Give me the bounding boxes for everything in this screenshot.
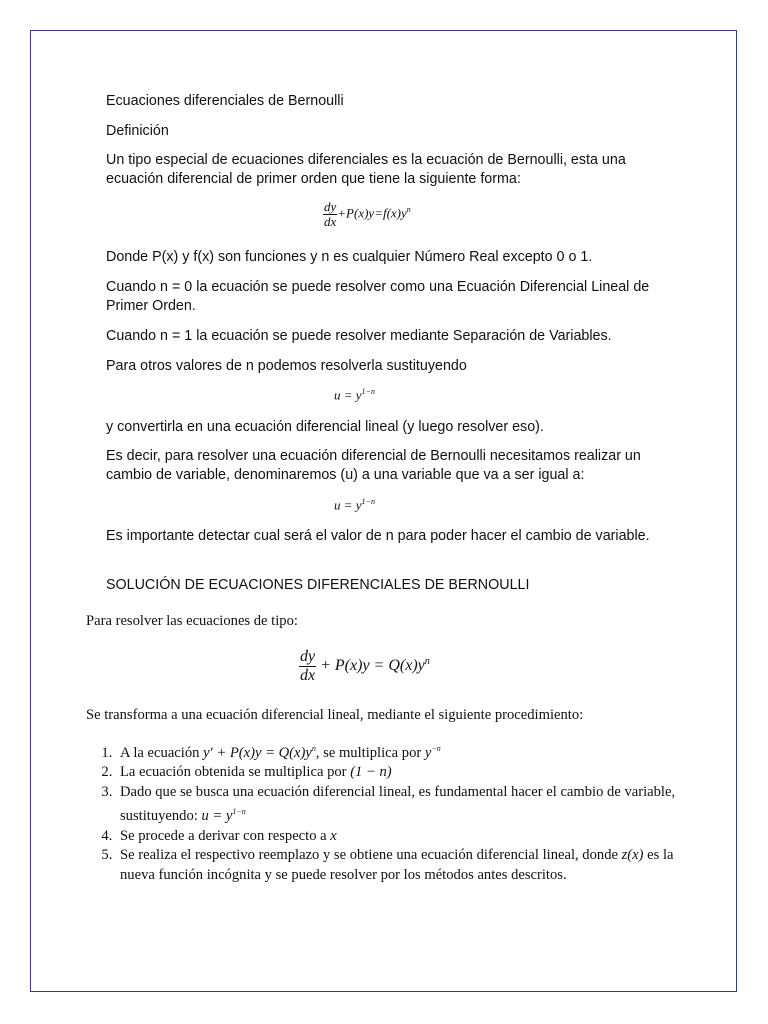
eq2-numerator: dy [300,648,316,665]
step-item: 5. Se realiza el respectivo reemplazo y se obtiene una ecuación diferencial lineal, donde z(x) es la nueva función incógnita y se puede resolver por los métodos antes descritos. [116,846,706,885]
case-n0-paragraph: Cuando n = 0 la ecuación se puede resolver como una Ecuación Diferencial Lineal de Primer Orden. [106,279,650,314]
convertir-paragraph: y convertirla en una ecuación diferencial lineal (y luego resolver eso). [106,419,544,435]
definition-heading: Definición [106,123,169,139]
se-transforma-text: Se transforma a una ecuación diferencial lineal, mediante el siguiente procedimiento: [86,707,584,723]
importante-paragraph: Es importante detectar cual será el valor de n para poder hacer el cambio de variable. [106,528,650,544]
step-item: 2. La ecuación obtenida se multiplica por (1 − n) [116,763,706,783]
step-item: 4. Se procede a derivar con respecto a x [116,827,706,847]
otros-valores-paragraph: Para otros valores de n podemos resolverla sustituyendo [106,358,467,374]
para-resolver-text: Para resolver las ecuaciones de tipo: [86,613,298,629]
case-n1-paragraph: Cuando n = 1 la ecuación se puede resolver mediante Separación de Variables. [106,328,612,344]
eq1-numerator: dy [324,199,337,214]
eq2-rest: + P(x)y = Q(x)y [320,657,425,675]
donde-paragraph: Donde P(x) y f(x) son funciones y n es cualquier Número Real excepto 0 o 1. [106,249,593,265]
step-item: 3. Dado que se busca una ecuación diferencial lineal, es fundamental hacer el cambio de variable, sustituyendo: $u = y^{1-n}$ [116,783,706,827]
eq1-exponent: n [406,205,411,215]
eq1-denominator: dx [324,214,337,229]
sub1-exponent: 1−n [361,387,375,396]
bernoulli-equation [323,200,411,229]
substitution-equation-1 [334,387,375,403]
sub2-exponent: 1−n [361,497,375,506]
eq1-rest: +P(x)y=f(x)y [337,205,407,221]
sub2-lhs: u = y [334,497,362,513]
document-page [30,30,737,992]
step-item: 1. A la ecuación $y' + P(x)y = Q(x)y^n$, se multiplica por $y^{-n}$ [116,739,706,763]
es-decir-paragraph: Es decir, para resolver una ecuación diferencial de Bernoulli necesitamos realizar un cambio de variable, denominaremos (u) a una variable que va a ser igual a: [106,448,641,483]
doc-title: Ecuaciones diferenciales de Bernoulli [106,93,344,109]
procedure-steps [86,739,706,885]
solucion-heading: SOLUCIÓN DE ECUACIONES DIFERENCIALES DE BERNOULLI [106,577,530,593]
eq2-denominator: dx [300,667,316,684]
bernoulli-equation-large [299,648,430,685]
eq2-exponent: n [424,655,430,667]
substitution-equation-2 [334,497,375,513]
sub1-lhs: u = y [334,387,362,403]
intro-paragraph: Un tipo especial de ecuaciones diferenciales es la ecuación de Bernoulli, esta una ecuación diferencial de primer orden que tiene la siguiente forma: [106,152,626,187]
